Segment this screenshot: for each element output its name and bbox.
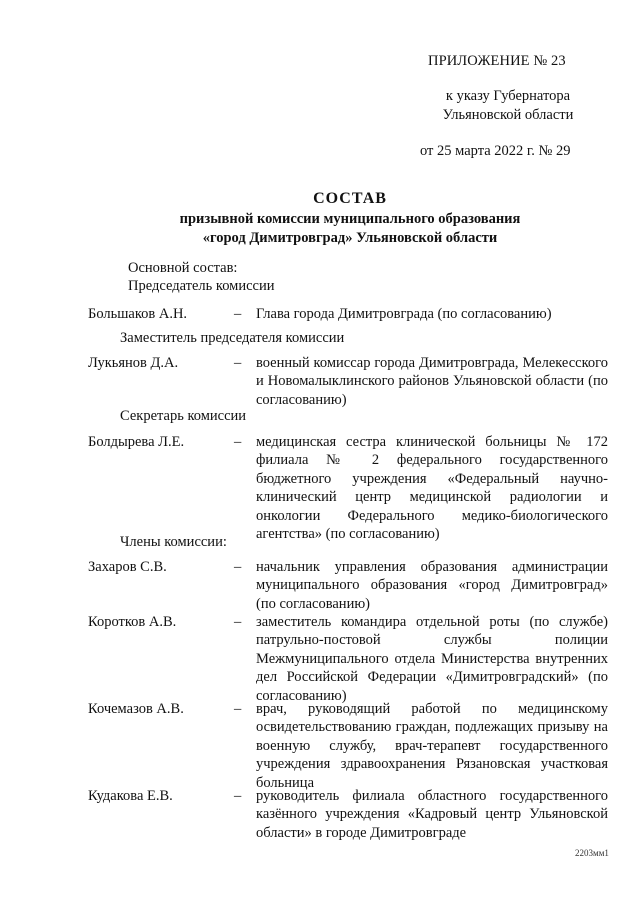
decree-reference <box>428 87 588 125</box>
document-subtitle-line1: призывной комиссии муниципального образования <box>179 211 521 227</box>
section-secretary: Секретарь комиссии <box>120 408 247 424</box>
dash-separator: – <box>234 434 242 450</box>
member-name: Болдырева Л.Е. <box>88 434 185 450</box>
member-role: врач, руководящий работой по медицинскому освидетельствованию граждан, подлежащих призыву на военную службу, врач-терапевт государственного учреждения здравоохранения Рязановская участковая больница <box>256 701 608 791</box>
document-subtitle-line2: «город Димитровград» Ульяновской области <box>202 230 498 246</box>
dash-separator: – <box>234 559 242 575</box>
member-name: Коротков А.В. <box>88 614 177 630</box>
member-role: заместитель командира отдельной роты (по службе) патрульно-постовой службы полиции Межмуниципального отдела Министерства внутренних дел Российской Федерации «Димитровградский» (по согласованию) <box>256 614 608 704</box>
document-title: СОСТАВ <box>313 190 387 207</box>
member-role: руководитель филиала областного государственного казённого учреждения «Кадровый центр Ульяновской области» в городе Димитровграде <box>256 788 608 841</box>
dash-separator: – <box>234 306 242 322</box>
page-code: 2203мм1 <box>575 848 609 858</box>
dash-separator: – <box>234 788 242 804</box>
member-name: Большаков А.Н. <box>88 306 188 322</box>
member-role: начальник управления образования администрации муниципального образования «город Димитровград» (по согласованию) <box>256 559 608 612</box>
appendix-number: ПРИЛОЖЕНИЕ № 23 <box>428 53 566 69</box>
member-role: Глава города Димитровграда (по согласованию) <box>256 306 552 322</box>
member-name: Кудакова Е.В. <box>88 788 173 804</box>
member-role: военный комиссар города Димитровграда, Мелекесского и Новомалыклинского районов Ульяновской области (по согласованию) <box>256 355 608 408</box>
dash-separator: – <box>234 614 242 630</box>
dash-separator: – <box>234 355 242 371</box>
member-name: Лукьянов Д.А. <box>88 355 179 371</box>
member-name: Захаров С.В. <box>88 559 167 575</box>
section-chairman: Председатель комиссии <box>128 278 275 294</box>
section-deputy: Заместитель председателя комиссии <box>120 330 345 346</box>
decree-reference-line2: Ульяновской области <box>442 107 574 123</box>
decree-date: от 25 марта 2022 г. № 29 <box>420 143 571 159</box>
document-subtitle <box>0 210 640 248</box>
dash-separator: – <box>234 701 242 717</box>
section-main-composition: Основной состав: <box>128 260 238 276</box>
decree-reference-line1: к указу Губернатора <box>445 88 571 104</box>
member-name: Кочемазов А.В. <box>88 701 184 717</box>
section-members: Члены комиссии: <box>120 534 227 550</box>
member-role: медицинская сестра клинической больницы № 172 филиала № 2 федерального государственного бюджетного учреждения «Федеральный научно-клинический центр медицинской радиологии и онкологии Федерального медико-биологического агентства» (по согласованию) <box>256 434 608 543</box>
